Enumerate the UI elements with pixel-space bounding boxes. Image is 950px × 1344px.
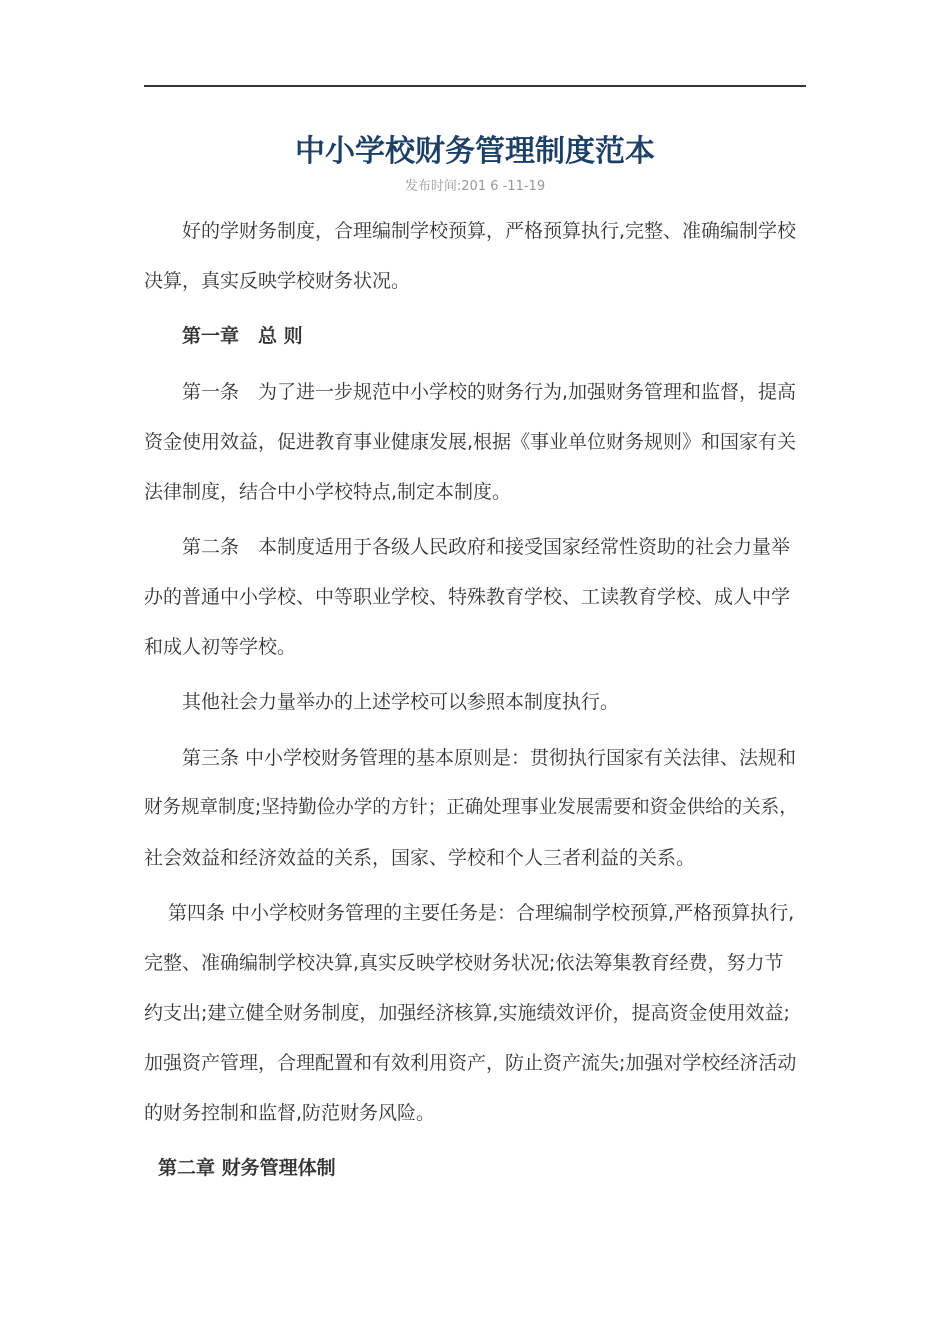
body-line: 财务规章制度;坚持勤俭办学的方针；正确处理事业发展需要和资金供给的关系， bbox=[144, 797, 798, 818]
body-line: 决算，真实反映学校财务状况。 bbox=[144, 270, 411, 292]
body-line: 第一条 为了进一步规范中小学校的财务行为,加强财务管理和监督，提高 bbox=[182, 381, 797, 403]
publish-date: 发布时间:201 6 -11-19 bbox=[404, 179, 546, 194]
body-line: 其他社会力量举办的上述学校可以参照本制度执行。 bbox=[182, 691, 620, 713]
body-line: 办的普通中小学校、中等职业学校、特殊教育学校、工读教育学校、成人中学 bbox=[144, 586, 791, 608]
body-line: 社会效益和经济效益的关系，国家、学校和个人三者利益的关系。 bbox=[144, 847, 696, 869]
top-divider bbox=[144, 85, 806, 87]
body-line: 好的学财务制度，合理编制学校预算，严格预算执行,完整、准确编制学校 bbox=[182, 220, 797, 242]
document-title: 中小学校财务管理制度范本 bbox=[295, 134, 655, 169]
body-line: 资金使用效益，促进教育事业健康发展,根据《事业单位财务规则》和国家有关 bbox=[144, 431, 797, 453]
chapter-heading: 第一章 总 则 bbox=[182, 325, 303, 347]
body-line: 的财务控制和监督,防范财务风险。 bbox=[144, 1102, 436, 1124]
body-line: 和成人初等学校。 bbox=[144, 636, 297, 658]
body-line: 完整、准确编制学校决算,真实反映学校财务状况;依法筹集教育经费，努力节 bbox=[144, 952, 784, 974]
body-line: 约支出;建立健全财务制度，加强经济核算,实施绩效评价，提高资金使用效益; bbox=[144, 1002, 790, 1024]
body-line: 第二条 本制度适用于各级人民政府和接受国家经常性资助的社会力量举 bbox=[182, 536, 791, 558]
body-line: 第四条 中小学校财务管理的主要任务是：合理编制学校预算,严格预算执行, bbox=[168, 902, 795, 924]
body-line: 加强资产管理，合理配置和有效利用资产，防止资产流失;加强对学校经济活动 bbox=[144, 1052, 797, 1074]
body-line: 第三条 中小学校财务管理的基本原则是：贯彻执行国家有关法律、法规和 bbox=[182, 747, 797, 769]
body-line: 法律制度，结合中小学校特点,制定本制度。 bbox=[144, 481, 512, 503]
chapter-heading: 第二章 财务管理体制 bbox=[158, 1157, 336, 1179]
